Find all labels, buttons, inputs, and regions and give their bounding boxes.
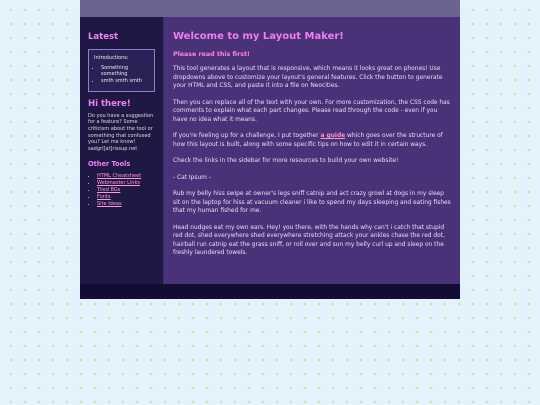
paragraph-intro: This tool generates a layout that is responsive, which means it looks great on phones! Use dropdowns above to customize your layout's general features. Click the button to generate your HTML and CSS, and paste it into a file on Neocities.: [173, 66, 443, 90]
intro-label: Introductions:: [94, 55, 129, 61]
list-item: • Something something: [101, 65, 149, 78]
guide-text-before: If you're feeling up for a challenge, I put together: [173, 133, 321, 140]
paragraph-cat-ipsum-1: Rub my belly hiss swipe at owner's legs sniff catnip and act crazy growl at dogs in my sleep sit on the laptop for hiss at vacuum cleaner i like to spend my days sleeping and eating fishes that my human fished for me.: [173, 190, 451, 215]
list-item: [97, 201, 163, 208]
paragraph-cat-ipsum-heading: - Cat Ipsum -: [173, 174, 211, 181]
guide-link[interactable]: a guide: [320, 133, 346, 140]
header-bar: [80, 0, 460, 17]
sidebar: [80, 17, 164, 284]
paragraph-guide: [173, 132, 451, 149]
page-subtitle: Please read this first!: [173, 51, 250, 58]
latest-box: [88, 49, 155, 92]
list-item: [97, 180, 163, 187]
list-item: [97, 173, 163, 180]
list-item: • smth smth smth: [101, 78, 149, 85]
paragraph-customize: Then you can replace all of the text with your own. For more customization, the CSS code has comments to explain what each part changes. Please read through the code - even if you have no idea what it means.: [173, 99, 450, 123]
tool-link-fonts[interactable]: Fonts: [97, 193, 111, 200]
main-content: [164, 17, 460, 284]
sidebar-hi-heading: Hi there!: [88, 98, 131, 109]
sidebar-tools-heading: Other Tools: [88, 160, 131, 169]
tool-link-site-ideas[interactable]: Site Ideas: [97, 200, 122, 207]
list-item: [97, 194, 163, 201]
paragraph-links: Check the links in the sidebar for more resources to build your own website!: [173, 158, 399, 165]
tool-link-tiled-bgs[interactable]: Tiled BGs: [97, 186, 121, 193]
tools-list: [80, 173, 163, 207]
intro-list: [94, 65, 149, 85]
paragraph-cat-ipsum-2: Head nudges eat my own ears. Hey! you there, with the hands why can't i catch that stupid red dot, shed everywhere shed everywhere stretching attack your ankles chase the red dot, hairball run catnip eat the grass sniff, or roll over and sun my belly curl up and sleep on the freshly laundered towels.: [173, 224, 445, 257]
layout-container: [80, 0, 460, 299]
footer-bar: [80, 284, 460, 299]
sidebar-hi-text: Do you have a suggestion for a feature? Some criticism about the tool or something that confused you? Let me know! sadgrl[at]rissup.net: [88, 112, 154, 152]
guide-text-after: which goes over the structure of how this layout is built, along with some specific tips on how to edit it in certain ways.: [173, 133, 443, 148]
tool-link-html-cheatsheet[interactable]: HTML Cheatsheet: [97, 173, 142, 180]
list-item: [97, 187, 163, 194]
sidebar-latest-heading: Latest: [88, 32, 119, 42]
page-title: Welcome to my Layout Maker!: [173, 31, 344, 42]
tool-link-webmaster-links[interactable]: Webmaster Links: [97, 180, 140, 187]
content-area: [80, 17, 460, 284]
